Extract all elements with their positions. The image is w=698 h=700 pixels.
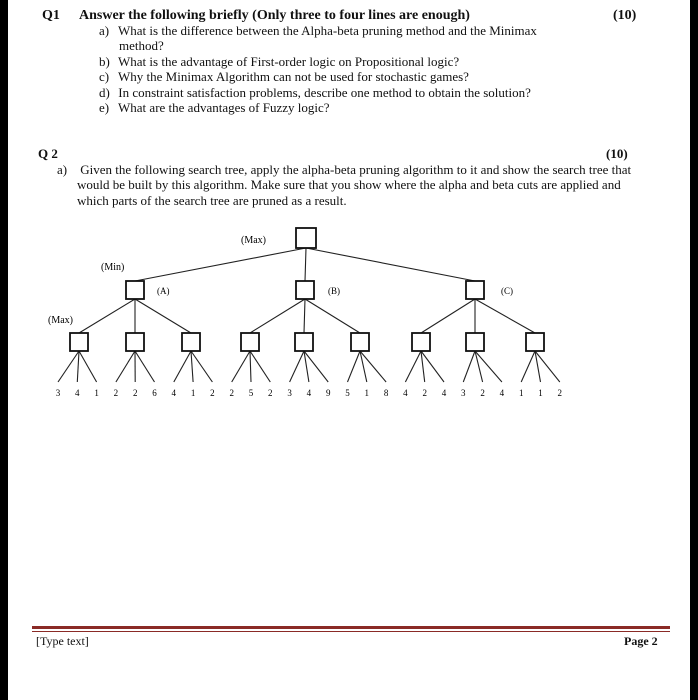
leaf-value: 4: [441, 388, 447, 398]
tree-edges: [58, 248, 560, 382]
q1-item-c-marker: c): [99, 69, 110, 84]
leaf-value: 5: [345, 388, 350, 398]
q1-item-b-text: What is the advantage of First-order logic on Propositional logic?: [118, 54, 460, 69]
min-to-max-edge: [135, 299, 191, 333]
q2-number: Q 2: [38, 146, 58, 161]
tree-nodes: [70, 228, 544, 351]
q1-item-d-text: In constraint satisfaction problems, describe one method to obtain the solution?: [118, 85, 531, 100]
max-node-8: [466, 333, 484, 351]
leaf-value: 5: [248, 388, 254, 398]
leaf-value: 8: [383, 388, 389, 398]
leaf-value: 4: [403, 388, 408, 398]
max-to-leaf-edge: [290, 351, 304, 382]
max-to-leaf-edge: [191, 351, 212, 382]
leaf-values: [56, 388, 562, 398]
root-max-node: [296, 228, 316, 248]
leaf-value: 1: [190, 388, 196, 398]
leaf-value: 1: [94, 388, 99, 398]
q1-item-a-marker: a): [99, 23, 110, 38]
max-to-leaf-edge: [58, 351, 79, 382]
leaf-value: 6: [152, 388, 157, 398]
min-to-max-edge: [475, 299, 535, 333]
q2-item-a-marker: a): [57, 162, 68, 177]
q1-item-e-marker: e): [99, 100, 110, 115]
leaf-value: 4: [499, 388, 505, 398]
max-to-leaf-edge: [250, 351, 251, 382]
leaf-value: 2: [422, 388, 427, 398]
max-to-leaf-edge: [535, 351, 560, 382]
q1-number: Q1: [42, 8, 60, 23]
root-to-min-edge: [135, 248, 306, 281]
max-node-7: [412, 333, 430, 351]
leaf-value: 2: [480, 388, 485, 398]
max-node-9: [526, 333, 544, 351]
node-b-label: (B): [328, 286, 340, 296]
search-tree-diagram: [8, 0, 690, 420]
max-to-leaf-edge: [174, 351, 191, 382]
min-level-label: (Min): [101, 262, 125, 273]
leaf-value: 2: [132, 388, 138, 398]
q1-item-e-text: What are the advantages of Fuzzy logic?: [118, 100, 330, 115]
max-node-6: [351, 333, 369, 351]
max-to-leaf-edge: [521, 351, 535, 382]
root-max-label: (Max): [241, 235, 266, 246]
node-a-label: (A): [157, 286, 170, 296]
leaf-value: 3: [55, 388, 61, 398]
max-to-leaf-edge: [250, 351, 270, 382]
leaf-value: 4: [75, 388, 80, 398]
max-to-leaf-edge: [135, 351, 155, 382]
min-to-max-edge: [304, 299, 305, 333]
max-node-5: [295, 333, 313, 351]
min-to-max-edge: [421, 299, 475, 333]
root-to-min-edge: [306, 248, 475, 281]
leaf-value: 2: [210, 388, 215, 398]
max-to-leaf-edge: [191, 351, 193, 382]
max-to-leaf-edge: [232, 351, 250, 382]
q2-marks: (10): [606, 146, 628, 161]
leaf-value: 4: [306, 388, 312, 398]
q1-item-c-text: Why the Minimax Algorithm can not be used for stochastic games?: [118, 69, 469, 84]
q1-item-a-line2: method?: [119, 38, 164, 53]
footer-page-number: Page 2: [624, 634, 658, 648]
q2-line-3: which parts of the search tree are pruned as a result.: [77, 193, 347, 208]
leaf-value: 1: [518, 388, 524, 398]
min-node-c: [466, 281, 484, 299]
q1-item-b-marker: b): [99, 54, 110, 69]
max-node-3: [182, 333, 200, 351]
min-to-max-edge: [79, 299, 135, 333]
node-c-label: (C): [501, 286, 513, 296]
max-to-leaf-edge: [79, 351, 97, 382]
leaf-value: 2: [229, 388, 234, 398]
document-page: [8, 0, 690, 700]
q1-title: Answer the following briefly (Only three to four lines are enough): [79, 8, 470, 23]
footer-rule-thin: [32, 631, 670, 632]
max-to-leaf-edge: [535, 351, 541, 382]
leaf-value: 9: [325, 388, 331, 398]
q1-marks: (10): [613, 8, 637, 23]
leaf-value: 1: [364, 388, 370, 398]
max-node-1: [70, 333, 88, 351]
q1-item-a-line1: What is the difference between the Alpha-beta pruning method and the Minimax: [118, 23, 537, 38]
q2-line-1: Given the following search tree, apply the alpha-beta pruning algorithm to it and show the search tree that: [80, 162, 632, 177]
max-node-2: [126, 333, 144, 351]
leaf-value: 1: [538, 388, 543, 398]
max-to-leaf-edge: [77, 351, 79, 382]
max-to-leaf-edge: [116, 351, 135, 382]
leaf-value: 2: [113, 388, 119, 398]
max-to-leaf-edge: [463, 351, 475, 382]
max-node-4: [241, 333, 259, 351]
leaf-value: 4: [171, 388, 177, 398]
leaf-value: 2: [557, 388, 563, 398]
leaf-value: 3: [287, 388, 292, 398]
leaf-value: 2: [268, 388, 273, 398]
max-level-label: (Max): [48, 315, 73, 326]
root-to-min-edge: [305, 248, 306, 281]
q1-item-d-marker: d): [99, 85, 110, 100]
min-to-max-edge: [305, 299, 360, 333]
q2-line-2: would be built by this algorithm. Make sure that you show where the alpha and beta cuts are applied and: [77, 177, 621, 192]
leaf-value: 3: [461, 388, 466, 398]
max-to-leaf-edge: [405, 351, 421, 382]
footer-rule: [32, 626, 670, 629]
min-node-a: [126, 281, 144, 299]
min-node-b: [296, 281, 314, 299]
max-to-leaf-edge: [348, 351, 361, 382]
footer-left-text: [Type text]: [36, 634, 89, 648]
min-to-max-edge: [250, 299, 305, 333]
